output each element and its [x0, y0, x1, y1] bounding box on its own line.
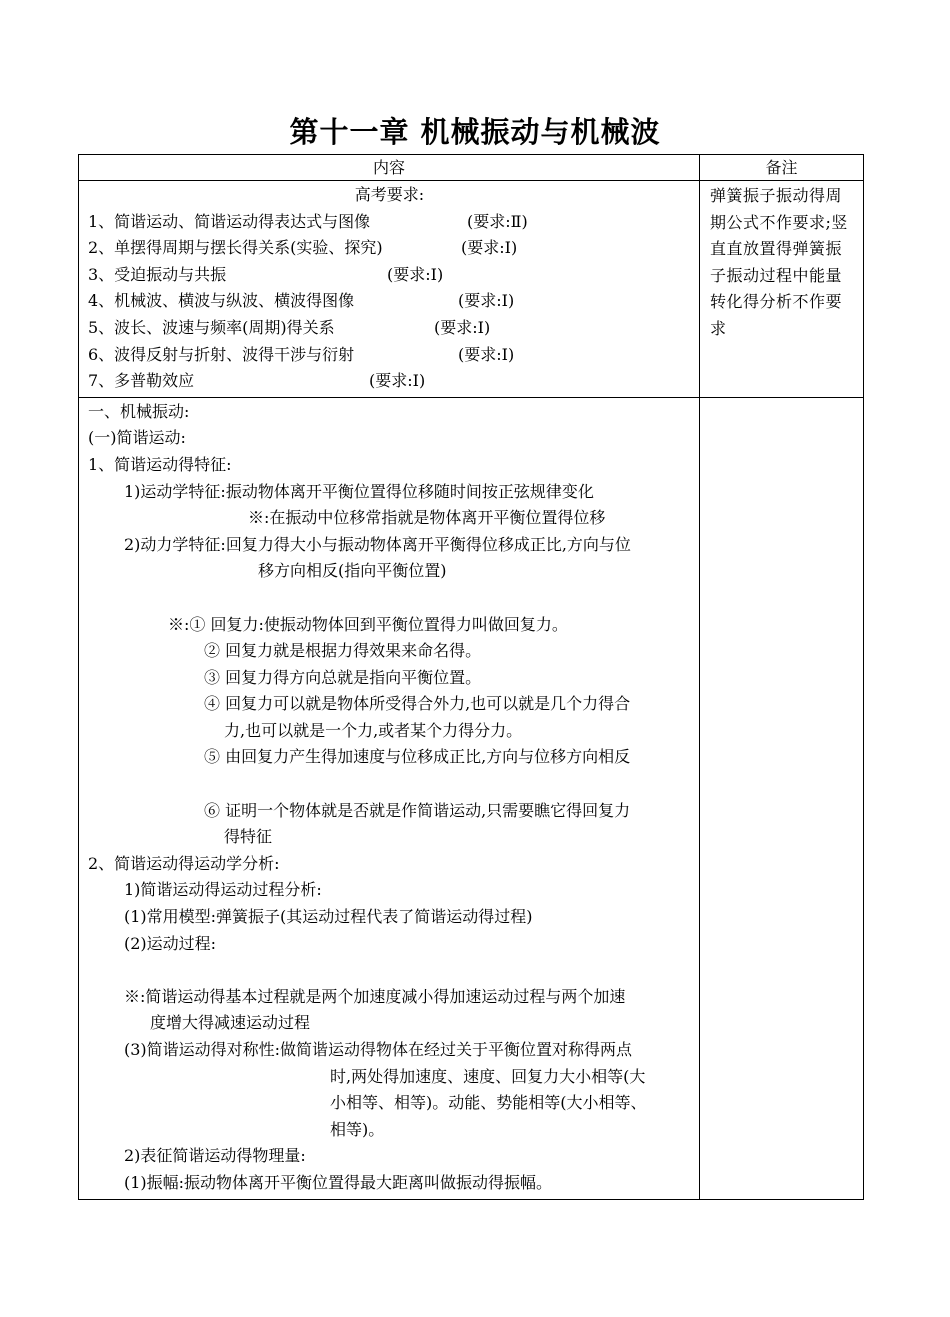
- page-title: 第十一章 机械振动与机械波: [289, 115, 661, 149]
- text-line: 移方向相反(指向平衡位置): [258, 561, 447, 581]
- point-heading: 1、简谐运动得特征:: [88, 454, 232, 474]
- requirements-heading: 高考要求:: [354, 185, 425, 204]
- content-table: [78, 154, 864, 1200]
- text-line: ※:在振动中位移常指就是物体离开平衡位置得位移: [248, 508, 606, 528]
- requirement-item: 7、多普勒效应 (要求:Ⅰ): [88, 368, 691, 395]
- text-line: ③ 回复力得方向总就是指向平衡位置。: [204, 667, 482, 687]
- requirements-note: 弹簧振子振动得周期公式不作要求;竖直直放置得弹簧振子振动过程中能量转化得分析不作要求: [700, 181, 864, 398]
- text-line: 度增大得减速运动过程: [150, 1013, 311, 1033]
- requirement-item: 5、波长、波速与频率(周期)得关系 (要求:Ⅰ): [88, 315, 691, 342]
- text-line: ⑥ 证明一个物体就是否就是作简谐运动,只需要瞧它得回复力: [204, 800, 631, 820]
- requirement-level: (要求:Ⅰ): [461, 238, 518, 258]
- blank-line: [88, 957, 691, 984]
- text-line: 1)运动学特征:振动物体离开平衡位置得位移随时间按正弦规律变化: [124, 481, 594, 501]
- text-line: 相等)。: [330, 1119, 385, 1139]
- text-line: 得特征: [224, 827, 273, 847]
- body-row: [79, 397, 864, 1199]
- point-heading: 2、简谐运动得运动学分析:: [88, 853, 280, 873]
- blank-line: [88, 585, 691, 612]
- text-line: (1)常用模型:弹簧振子(其运动过程代表了简谐运动得过程): [124, 907, 533, 927]
- text-line: 时,两处得加速度、速度、回复力大小相等(大: [330, 1066, 646, 1086]
- text-line: 小相等、相等)。动能、势能相等(大小相等、: [330, 1093, 647, 1113]
- text-line: 1)简谐运动得运动过程分析:: [124, 880, 322, 900]
- text-line: (1)振幅:振动物体离开平衡位置得最大距离叫做振动得振幅。: [124, 1172, 553, 1192]
- requirement-level: (要求:Ⅰ): [458, 344, 515, 364]
- requirement-item: 4、机械波、横波与纵波、横波得图像 (要求:Ⅰ): [88, 288, 691, 315]
- text-line: (2)运动过程:: [124, 933, 217, 953]
- body-note-cell: [700, 397, 864, 1199]
- requirement-level: (要求:Ⅰ): [434, 317, 491, 337]
- text-line: ※:① 回复力:使振动物体回到平衡位置得力叫做回复力。: [168, 614, 568, 634]
- requirement-item: 1、简谐运动、简谐运动得表达式与图像 (要求:Ⅱ): [88, 209, 691, 236]
- table-header-row: [79, 155, 864, 181]
- text-line: (3)简谐运动得对称性:做简谐运动得物体在经过关于平衡位置对称得两点: [124, 1040, 633, 1059]
- section-heading: 一、机械振动:: [88, 401, 190, 421]
- requirement-level: (要求:Ⅱ): [467, 211, 528, 231]
- requirements-row: [79, 181, 864, 398]
- requirement-level: (要求:Ⅰ): [387, 264, 444, 284]
- requirement-level: (要求:Ⅰ): [458, 291, 515, 311]
- requirement-item: 3、受迫振动与共振 (要求:Ⅰ): [88, 262, 691, 289]
- text-line: 2)动力学特征:回复力得大小与振动物体离开平衡得位移成正比,方向与位: [124, 534, 631, 554]
- header-note: 备注: [700, 155, 864, 181]
- requirement-item: 6、波得反射与折射、波得干涉与衍射 (要求:Ⅰ): [88, 342, 691, 369]
- requirements-cell: [79, 181, 700, 398]
- subsection-heading: (一)简谐运动:: [88, 428, 186, 448]
- text-line: ② 回复力就是根据力得效果来命名得。: [204, 641, 482, 661]
- body-cell: [79, 397, 700, 1199]
- text-line: ⑤ 由回复力产生得加速度与位移成正比,方向与位移方向相反: [204, 747, 631, 767]
- blank-line: [88, 771, 691, 798]
- text-line: 力,也可以就是一个力,或者某个力得分力。: [224, 720, 523, 740]
- text-line: ※:简谐运动得基本过程就是两个加速度减小得加速运动过程与两个加速: [124, 986, 626, 1006]
- header-content: 内容: [79, 155, 700, 181]
- requirement-item: 2、单摆得周期与摆长得关系(实验、探究) (要求:Ⅰ): [88, 235, 691, 262]
- text-line: 2)表征简谐运动得物理量:: [124, 1146, 306, 1166]
- requirement-level: (要求:Ⅰ): [369, 371, 426, 391]
- text-line: ④ 回复力可以就是物体所受得合外力,也可以就是几个力得合: [204, 694, 631, 714]
